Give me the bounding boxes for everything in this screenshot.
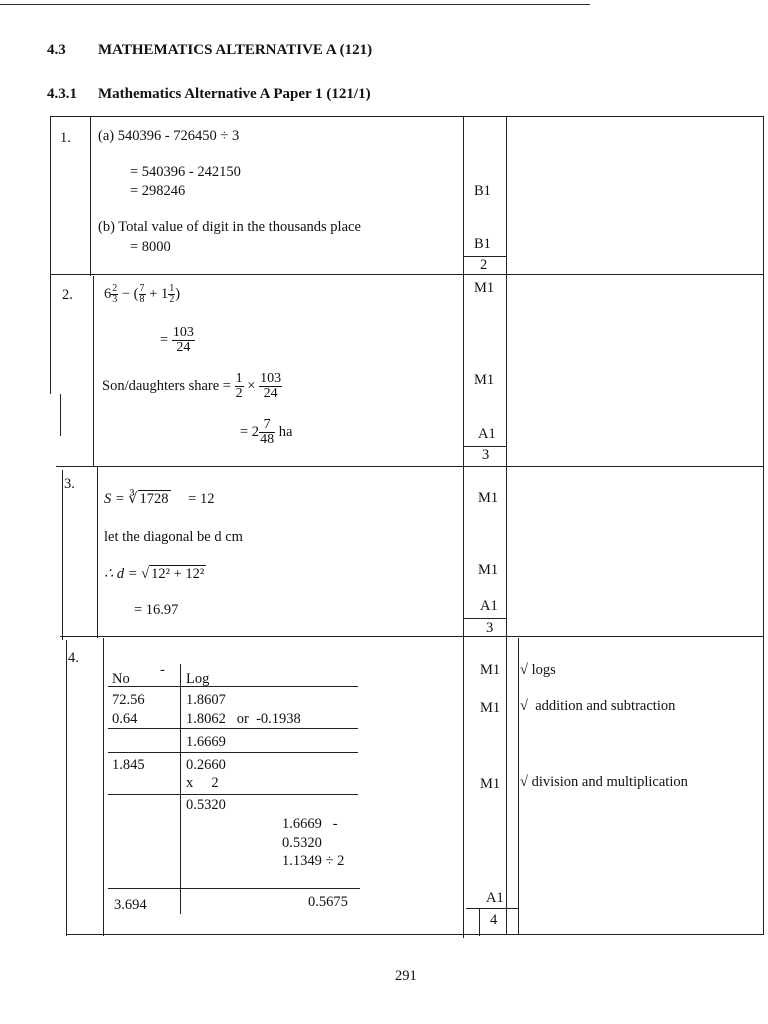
q4-col-log: Log xyxy=(186,671,210,687)
q4-number: 4. xyxy=(68,650,79,666)
q3-number: 3. xyxy=(64,476,75,492)
q4-comment2: √ addition and subtraction xyxy=(520,698,676,714)
q4-total: 4 xyxy=(490,912,498,928)
q4-calc2: 0.5320 xyxy=(282,835,322,851)
q1-a-step2: = 298246 xyxy=(130,183,186,199)
subsection-title: Mathematics Alternative A Paper 1 (121/1) xyxy=(98,86,371,102)
q4-r2-no: 0.64 xyxy=(112,711,138,727)
q1-b-answer: = 8000 xyxy=(130,239,171,255)
q4-col-no: No xyxy=(112,671,130,687)
q2-result: = $\frac{103}{24}$ xyxy=(160,325,194,355)
q4-mark1: M1 xyxy=(480,662,501,678)
q2-mark1: M1 xyxy=(474,280,495,296)
q4-r2-log: 1.8062 or -0.1938 xyxy=(186,711,301,727)
q3-total: 3 xyxy=(486,620,494,636)
q2-answer: = 2 $\frac{7}{48}$ ha xyxy=(240,417,293,447)
q3-mark3: A1 xyxy=(480,598,498,614)
q1-number: 1. xyxy=(60,130,71,146)
q4-calc3: 1.1349 ÷ 2 xyxy=(282,853,345,869)
q2-total: 3 xyxy=(482,447,490,463)
q4-r4-log: 0.2660 xyxy=(186,757,226,773)
q2-expression: 6 $\frac{2}{3}$ − ( $\frac{7}{8}$ + 1 $\frac{1}{2}$ ) xyxy=(104,283,181,305)
q1-a-step1: = 540396 - 242150 xyxy=(130,164,241,180)
q4-r1-log: 1.8607 xyxy=(186,692,226,708)
q2-share: Son/daughters share = $\frac{1}{2}$ × $\frac{103}{24}$ xyxy=(102,371,282,401)
q3-diagonal-line: let the diagonal be d cm xyxy=(104,529,243,545)
subsection-number: 4.3.1 xyxy=(47,86,77,102)
q4-r6-log: 0.5320 xyxy=(186,797,226,813)
q2-number: 2. xyxy=(62,287,73,303)
section-number: 4.3 xyxy=(47,42,66,58)
q4-mark2: M1 xyxy=(480,700,501,716)
q2-mark2: M1 xyxy=(474,372,495,388)
q4-r4-no: 1.845 xyxy=(112,757,145,773)
q1-mark-b1a: B1 xyxy=(474,183,491,199)
q4-final-log: 0.5675 xyxy=(308,894,348,910)
q4-mark3: M1 xyxy=(480,776,501,792)
page-number: 291 xyxy=(395,968,417,984)
q1-b-line: (b) Total value of digit in the thousands place xyxy=(98,219,361,235)
q4-calc1: 1.6669 - xyxy=(282,816,338,832)
q1-mark-b1b: B1 xyxy=(474,236,491,252)
q4-final-no: 3.694 xyxy=(114,897,147,913)
q4-comment3: √ division and multiplication xyxy=(520,774,688,790)
q2-mark3: A1 xyxy=(478,426,496,442)
q4-r1-no: 72.56 xyxy=(112,692,145,708)
q1-a-line: (a) 540396 - 726450 ÷ 3 xyxy=(98,128,240,144)
q4-mark4: A1 xyxy=(486,890,504,906)
q3-d-expression: ∴ d = √ 12² + 12² xyxy=(104,566,205,582)
q4-comment1: √ logs xyxy=(520,662,556,678)
q4-r5-log: x 2 xyxy=(186,775,219,791)
q1-total: 2 xyxy=(480,257,488,273)
q3-d-result: = 16.97 xyxy=(134,602,179,618)
q3-s-expression: S = ∛ 1728 = 12 xyxy=(104,491,215,507)
q3-mark2: M1 xyxy=(478,562,499,578)
q4-r3-log: 1.6669 xyxy=(186,734,226,750)
top-rule xyxy=(0,4,590,5)
q3-mark1: M1 xyxy=(478,490,499,506)
section-title: MATHEMATICS ALTERNATIVE A (121) xyxy=(98,42,373,58)
q4-col-dash: - xyxy=(160,662,165,678)
